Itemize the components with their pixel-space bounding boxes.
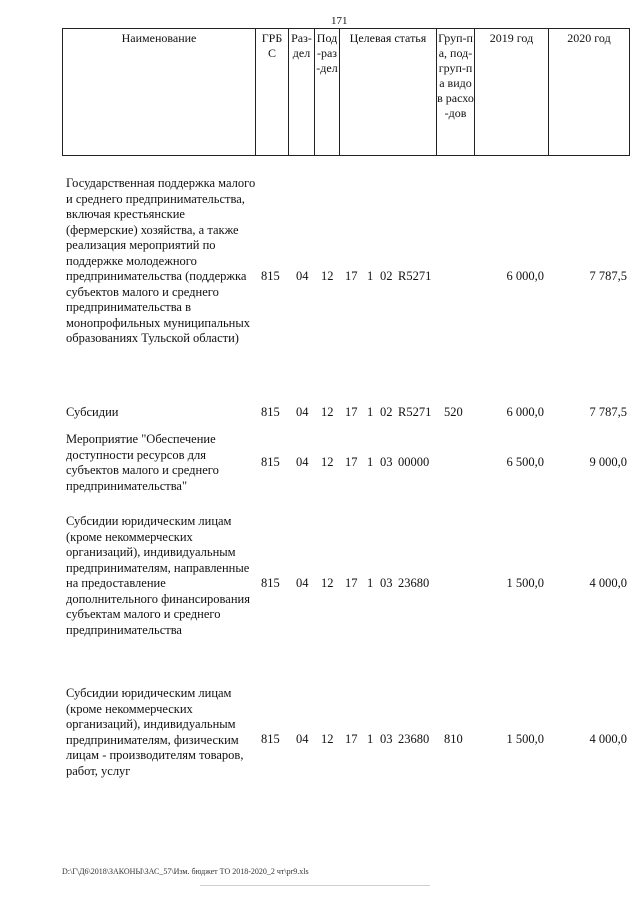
header-group: Груп-па, под-груп-па видов расхо-дов (437, 31, 474, 120)
row-podrazdel: 12 (321, 269, 334, 283)
scan-artifact-line (200, 885, 430, 886)
row-2020: 4 000,0 (589, 576, 627, 590)
row-cs2: 1 (367, 576, 374, 590)
row-cs1: 17 (345, 732, 358, 746)
row-razdel: 04 (296, 269, 309, 283)
row-razdel: 04 (296, 405, 309, 419)
row-razdel: 04 (296, 576, 309, 590)
row-cs4: R5271 (398, 269, 432, 283)
row-cs2: 1 (367, 732, 374, 746)
row-cs3: 02 (380, 405, 393, 419)
row-2019: 1 500,0 (506, 732, 544, 746)
row-2019: 6 500,0 (506, 455, 544, 469)
row-cs4: R5271 (398, 405, 432, 419)
row-cs3: 03 (380, 455, 393, 469)
page-number: 171 (331, 15, 348, 27)
row-2019: 1 500,0 (506, 576, 544, 590)
row-razdel: 04 (296, 732, 309, 746)
row-cs1: 17 (345, 576, 358, 590)
row-2019: 6 000,0 (506, 269, 544, 283)
header-name: Наименование (121, 31, 197, 45)
row-grbs: 815 (261, 269, 280, 283)
header-podrazdel: Под-раз-дел (316, 31, 338, 75)
row-cs1: 17 (345, 455, 358, 469)
row-group: 520 (444, 405, 463, 419)
row-cs2: 1 (367, 269, 374, 283)
header-2019: 2019 год (489, 31, 534, 45)
row-cs4: 23680 (398, 576, 430, 590)
row-2020: 9 000,0 (589, 455, 627, 469)
row-name: Субсидии юридическим лицам (кроме некоммерческих организаций), индивидуальным предпринимателям, направленные на предоставление дополнительного финансирования субъектам малого и среднего предпринимательства (66, 514, 250, 637)
row-cs1: 17 (345, 269, 358, 283)
row-cs3: 03 (380, 576, 393, 590)
file-path-footer: D:\Г\Д6\2018\ЗАКОНЫ\ЗАС_57\Изм. бюджет ТО 2018-2020_2 чт\pr9.xls (62, 867, 309, 876)
row-grbs: 815 (261, 405, 280, 419)
row-podrazdel: 12 (321, 576, 334, 590)
header-razdel: Раз-дел (291, 31, 312, 60)
row-name: Государственная поддержка малого и среднего предпринимательства, включая крестьянские (фермерские) хозяйства, а также реализация мероприятий по поддержке молодежного предпринимательства (поддержка субъектов малого и среднего предпринимательства в монопрофильных муниципальных образованиях Тульской области) (66, 176, 256, 345)
row-2020: 4 000,0 (589, 732, 627, 746)
row-cs4: 00000 (398, 455, 430, 469)
row-cs1: 17 (345, 405, 358, 419)
row-podrazdel: 12 (321, 732, 334, 746)
row-cs4: 23680 (398, 732, 430, 746)
row-razdel: 04 (296, 455, 309, 469)
row-grbs: 815 (261, 576, 280, 590)
header-grbs: ГРБ С (261, 31, 283, 60)
row-podrazdel: 12 (321, 405, 334, 419)
row-cs3: 03 (380, 732, 393, 746)
row-grbs: 815 (261, 455, 280, 469)
row-name: Субсидии юридическим лицам (кроме некоммерческих организаций), индивидуальным предпринимателям, физическим лицам - производителям товаров, работ, услуг (66, 686, 244, 778)
row-2020: 7 787,5 (589, 269, 627, 283)
header-2020: 2020 год (567, 31, 611, 45)
row-podrazdel: 12 (321, 455, 334, 469)
row-cs2: 1 (367, 455, 374, 469)
row-grbs: 815 (261, 732, 280, 746)
row-name: Мероприятие "Обеспечение доступности ресурсов для субъектов малого и среднего предпринимательства" (66, 432, 219, 493)
row-name: Субсидии (66, 405, 119, 419)
header-target: Целевая статья (349, 31, 427, 45)
row-cs3: 02 (380, 269, 393, 283)
row-cs2: 1 (367, 405, 374, 419)
row-2019: 6 000,0 (506, 405, 544, 419)
row-2020: 7 787,5 (589, 405, 627, 419)
row-group: 810 (444, 732, 463, 746)
